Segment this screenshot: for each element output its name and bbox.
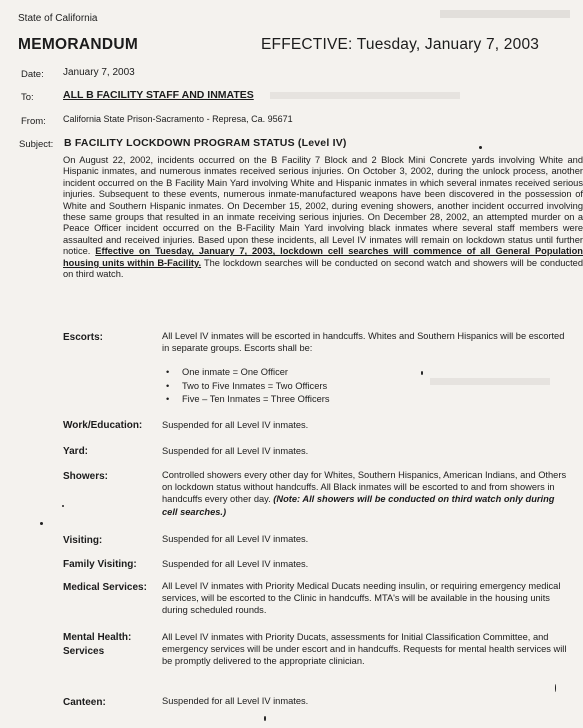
scan-speck [555, 684, 556, 692]
yard-text: Suspended for all Level IV inmates. [162, 446, 309, 456]
to-value: ALL B FACILITY STAFF AND INMATES [63, 89, 254, 101]
scan-speck [40, 522, 43, 525]
effective-date: EFFECTIVE: Tuesday, January 7, 2003 [261, 36, 540, 53]
showers-policy: Controlled showers every other day for Whites, Southern Hispanics, American Indians, and Others on lockdown status without handcuffs. All Black inmates will be escorted to and from showers in handcuffs every other day. [162, 470, 567, 505]
visiting-label: Visiting: [63, 535, 103, 546]
subject-label: Subject: [19, 139, 54, 150]
family-visiting-text: Suspended for all Level IV inmates. [162, 559, 309, 569]
memorandum-title: MEMORANDUM [18, 36, 139, 53]
escorts-text: All Level IV inmates will be escorted in handcuffs. Whites and Southern Hispanics will be escorted in separate groups. Escorts shall be: [162, 331, 565, 353]
bleed-through-mark [430, 378, 550, 385]
incident-summary-text: On August 22, 2002, incidents occurred on the B Facility 7 Block and 2 Block Mini Concrete yards involving White and Hispanic inmates, and numerous inmates received serious injuries. On October 3, 2002, during the unlock process, another incident occurred on the B Facility Main Yard involving White and Hispanic inmates in which several inmates received serious injuries. Subsequent to these events, numerous inmate-manufactured weapons have been discovered in the possession of White and Southern Hispanic inmates. On December 15, 2002, during evening showers, another incident occurred involving these same groups that resulted in an inmate receiving serious injuries. On December 28, 2002, an attempted murder on a Peace Officer incident occurred on the B-Facility Main Yard involving black inmates where several staff members were assaulted and received injuries. Based upon these incidents, all Level IV inmates will remain on lockdown status until further notice. [63, 155, 583, 257]
mental-health-label: Mental Health: [63, 632, 132, 643]
showers-label: Showers: [63, 471, 109, 482]
escort-rule-item: • Five – Ten Inmates = Three Officers [166, 393, 330, 407]
escort-rule-item: • One inmate = One Officer [166, 366, 330, 380]
subject-value: B FACILITY LOCKDOWN PROGRAM STATUS (Level IV) [64, 137, 347, 149]
scan-speck [479, 146, 482, 149]
from-value: California State Prison-Sacramento - Represa, Ca. 95671 [63, 114, 293, 124]
family-visiting-label: Family Visiting: [63, 559, 137, 570]
bleed-through-mark [440, 10, 570, 18]
to-label: To: [21, 92, 34, 103]
work-education-text: Suspended for all Level IV inmates. [162, 420, 309, 430]
cell-search-notice: Effective on Tuesday, January 7, 2003, lockdown cell searches will commence of all General Population housing units within B-Facility. [63, 246, 583, 268]
state-of-california: State of California [18, 13, 98, 24]
visiting-text: Suspended for all Level IV inmates. [162, 534, 309, 544]
scan-speck [421, 371, 423, 375]
incident-summary-paragraph [63, 155, 583, 280]
canteen-text: Suspended for all Level IV inmates. [162, 696, 309, 706]
search-schedule-text: The lockdown searches will be conducted on second watch and showers will be conducted on third watch. [63, 257, 583, 280]
from-label: From: [21, 116, 46, 127]
date-value: January 7, 2003 [63, 67, 135, 78]
escort-rules-list [166, 366, 330, 407]
mental-health-text: All Level IV inmates with Priority Ducats, assessments for Initial Classification Committee, and emergency services will be under escort and in handcuffs. Requests for mental health services will be promptly delivered to the appropriate clinician. [162, 632, 567, 666]
escorts-label: Escorts: [63, 332, 104, 343]
showers-text [162, 469, 567, 518]
scan-speck [264, 716, 266, 721]
medical-services-label: Medical Services: [63, 582, 147, 593]
yard-label: Yard: [63, 446, 89, 457]
showers-note: (Note: All showers will be conducted on third watch only during cell searches.) [162, 494, 555, 517]
scan-speck [62, 505, 64, 507]
medical-services-text: All Level IV inmates with Priority Medical Ducats needing insulin, or requiring emergency medical services, will be escorted to the Clinic in handcuffs. MTA's will be available in the housing units during scheduled rounds. [162, 581, 561, 615]
work-education-label: Work/Education: [63, 420, 143, 431]
escort-rule-item: • Two to Five Inmates = Two Officers [166, 380, 330, 394]
canteen-label: Canteen: [63, 697, 106, 708]
bleed-through-mark [270, 92, 460, 99]
mental-health-label-services: Services [63, 646, 105, 657]
date-label: Date: [21, 69, 44, 80]
